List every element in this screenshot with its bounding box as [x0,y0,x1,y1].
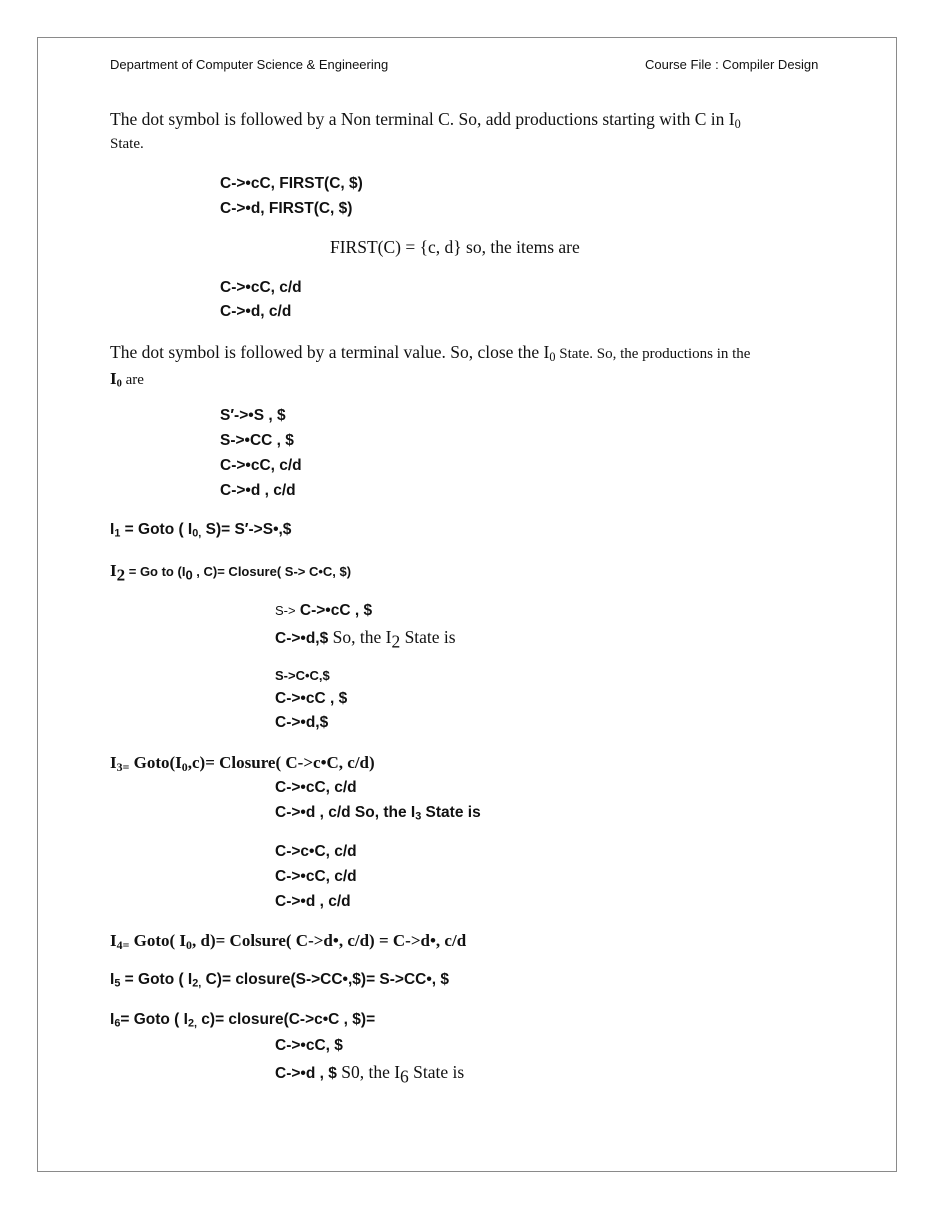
i0-item: S->•CC , $ [220,432,294,449]
production-line: C->•d, FIRST(C, $) [220,200,353,217]
page-border [37,37,897,1172]
i2-item: C->•d,$ So, the $I_2$ State is [275,627,456,652]
i2-state-item: C->•d,$ [275,714,329,731]
i3-state-item: C->•d , c/d [275,893,351,910]
state-i3-heading: $I_{3=}$ $Goto(I_0,c)=$ Closure( C->c•C, c/d) [110,753,375,774]
header-department: Department of Computer Science & Engineering [110,57,389,72]
i3-item: C->•d , c/d So, the $I_3$ State is [275,804,481,823]
production-line: C->•d, c/d [220,303,292,320]
i6-item: C->•d , $ S0, the $I_6$ State is [275,1062,465,1087]
production-line: C->•cC, c/d [220,279,302,296]
paragraph-1-line2: State. [110,136,144,152]
i6-item: C->•cC, $ [275,1037,343,1054]
state-i2-heading: $I_2 = Go$ to ($I_0$ , C)= Closure( S-> C•C, $) [110,561,352,585]
production-line: C->•cC, FIRST(C, $) [220,175,363,192]
i0-item: C->•cC, c/d [220,457,302,474]
paragraph-2: The dot symbol is followed by a terminal value. So, close the $I_0$ State. So, the productions in the [110,342,751,365]
i2-state-item: S->C•C,$ [275,668,330,683]
state-i6-heading: $I_6=$ Goto ( $I_{2,}$ c)= closure(C->c•C , $)= [110,1011,376,1030]
i2-state-item: C->•cC , $ [275,690,348,707]
header-course: Course File : Compiler Design [645,57,819,72]
i3-item: C->•cC, c/d [275,779,357,796]
paragraph-2-line2: $I_0$ are [110,369,144,390]
state-i4-heading: $I_{4=}$ Goto( $I_0$, d)= Colsure( C->d•, c/d) = C->d•, c/d [110,931,467,952]
i3-state-item: C->c•C, c/d [275,843,357,860]
paragraph-1: The dot symbol is followed by a Non terminal C. So, add productions starting with C in $I_0$ [110,109,741,132]
state-i5-heading: $I_5$ = Goto ( $I_{2,}$ C)= closure(S->CC•,$)= S->CC•, $ [110,971,450,990]
first-set-line: FIRST(C) = {c, d} so, the items are [330,237,580,257]
state-i1-heading: $I_1$ = Goto ( $I_{0,}$ S)= S′->S•,$ [110,521,292,540]
i3-state-item: C->•cC, c/d [275,868,357,885]
i0-item: S′->•S , $ [220,407,286,424]
i2-item: S-> C->•cC , $ [275,602,373,619]
i0-item: C->•d , c/d [220,482,296,499]
